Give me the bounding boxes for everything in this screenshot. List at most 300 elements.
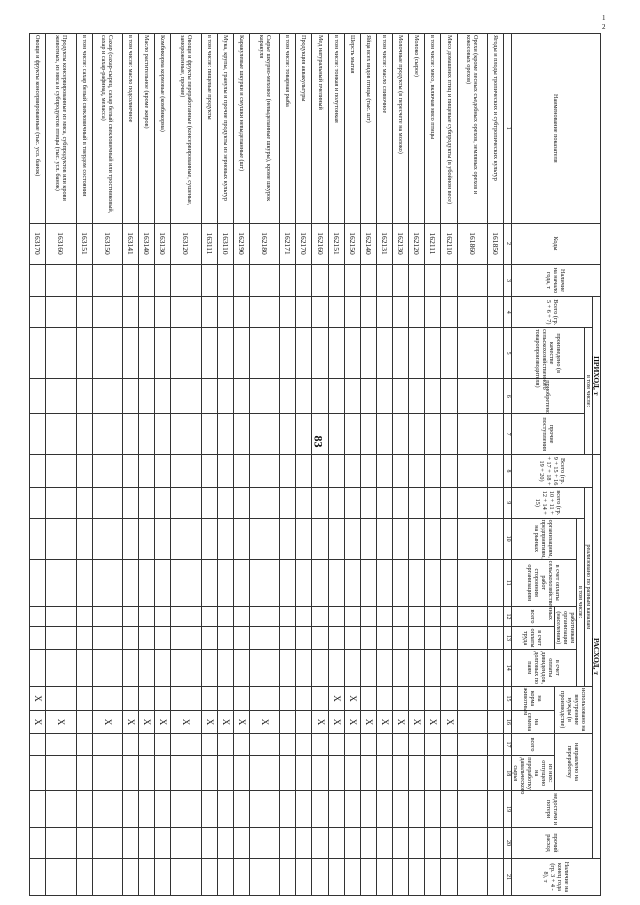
- empty-cell: [92, 791, 122, 828]
- empty-cell: [201, 559, 217, 606]
- empty-cell: [123, 559, 139, 606]
- empty-cell: [217, 791, 233, 828]
- empty-cell: [171, 686, 201, 711]
- empty-cell: [409, 606, 425, 626]
- empty-cell: [441, 828, 457, 859]
- empty-cell: [76, 559, 92, 606]
- empty-cell: [171, 518, 201, 559]
- empty-cell: [92, 487, 122, 518]
- empty-cell: [171, 756, 201, 791]
- empty-cell: [377, 518, 393, 559]
- row-code: 162190: [233, 223, 249, 264]
- empty-cell: [233, 414, 249, 455]
- table-row: [250, 34, 280, 896]
- column-number: 2: [504, 223, 512, 264]
- empty-cell: [425, 627, 441, 650]
- empty-cell: [155, 264, 171, 297]
- empty-cell: [393, 518, 409, 559]
- empty-cell: [344, 627, 360, 650]
- empty-cell: [30, 379, 46, 414]
- column-number: 13: [504, 627, 512, 650]
- not-applicable-mark: X: [171, 711, 201, 734]
- row-code: 162131: [377, 223, 393, 264]
- empty-cell: [487, 379, 503, 414]
- empty-cell: [425, 649, 441, 686]
- empty-cell: [250, 328, 280, 379]
- corner-mark: 1: [602, 14, 606, 22]
- empty-cell: [233, 297, 249, 328]
- empty-cell: [457, 733, 487, 756]
- empty-cell: [280, 858, 296, 895]
- empty-cell: [377, 733, 393, 756]
- empty-cell: [250, 264, 280, 297]
- empty-cell: [233, 649, 249, 686]
- header-sold-in-that-number: в том числе:: [577, 518, 585, 686]
- empty-cell: [457, 649, 487, 686]
- empty-cell: [123, 487, 139, 518]
- empty-cell: [409, 328, 425, 379]
- table-header: [504, 34, 601, 896]
- row-name: Овощи и фрукты консервированные (тыс. усл. банок): [30, 34, 46, 224]
- empty-cell: [312, 627, 328, 650]
- empty-cell: [457, 559, 487, 606]
- empty-cell: [425, 686, 441, 711]
- empty-cell: [30, 487, 46, 518]
- empty-cell: [139, 828, 155, 859]
- empty-cell: [201, 455, 217, 488]
- empty-cell: [441, 328, 457, 379]
- empty-cell: [487, 606, 503, 626]
- empty-cell: [328, 487, 344, 518]
- empty-cell: [393, 487, 409, 518]
- empty-cell: [171, 379, 201, 414]
- table-row: [46, 34, 76, 896]
- header-expense-total: Всего (гр. 9 + 15 + 16 + 17 + 18 + 19 + 20): [512, 455, 593, 488]
- empty-cell: [139, 627, 155, 650]
- empty-cell: [377, 686, 393, 711]
- empty-cell: [425, 297, 441, 328]
- row-code: 162170: [296, 223, 312, 264]
- empty-cell: [139, 264, 155, 297]
- empty-cell: [377, 791, 393, 828]
- header-in-that-number: в том числе:: [585, 328, 593, 455]
- empty-cell: [328, 328, 344, 379]
- empty-cell: [487, 756, 503, 791]
- row-name: Овощи и фрукты переработанные (консервированные, сушеные, замороженные, прочие): [171, 34, 201, 224]
- empty-cell: [201, 858, 217, 895]
- not-applicable-mark: X: [409, 711, 425, 734]
- empty-cell: [312, 379, 328, 414]
- header-processing-total: всего: [512, 733, 555, 756]
- empty-cell: [139, 858, 155, 895]
- empty-cell: [344, 791, 360, 828]
- empty-cell: [76, 487, 92, 518]
- empty-cell: [250, 606, 280, 626]
- empty-cell: [393, 756, 409, 791]
- empty-cell: [280, 606, 296, 626]
- row-name: Продукция аквакультуры: [296, 34, 312, 224]
- empty-cell: [92, 559, 122, 606]
- empty-cell: [46, 686, 76, 711]
- empty-cell: [487, 518, 503, 559]
- header-name: Наименование показателя: [512, 34, 601, 224]
- empty-cell: [487, 649, 503, 686]
- empty-cell: [171, 649, 201, 686]
- row-name: Молочные продукты (в пересчете на молоко): [393, 34, 409, 224]
- empty-cell: [457, 828, 487, 859]
- empty-cell: [233, 559, 249, 606]
- empty-cell: [344, 455, 360, 488]
- not-applicable-mark: X: [425, 711, 441, 734]
- empty-cell: [171, 791, 201, 828]
- header-code: Коды: [512, 223, 601, 264]
- empty-cell: [328, 756, 344, 791]
- row-code: 161850: [487, 223, 503, 264]
- not-applicable-mark: X: [30, 686, 46, 711]
- empty-cell: [217, 686, 233, 711]
- empty-cell: [441, 686, 457, 711]
- empty-cell: [296, 455, 312, 488]
- empty-cell: [250, 414, 280, 455]
- empty-cell: [409, 686, 425, 711]
- empty-cell: [92, 686, 122, 711]
- header-workers-total: всего: [512, 606, 555, 626]
- empty-cell: [296, 518, 312, 559]
- empty-cell: [217, 328, 233, 379]
- column-number: 9: [504, 487, 512, 518]
- empty-cell: [123, 518, 139, 559]
- empty-cell: [328, 414, 344, 455]
- empty-cell: [425, 559, 441, 606]
- row-name: Молоко (сырое): [409, 34, 425, 224]
- empty-cell: [312, 791, 328, 828]
- empty-cell: [201, 756, 217, 791]
- empty-cell: [30, 649, 46, 686]
- empty-cell: [92, 756, 122, 791]
- row-name: в том числе: пищевые продукты: [201, 34, 217, 224]
- empty-cell: [217, 297, 233, 328]
- empty-cell: [487, 487, 503, 518]
- not-applicable-mark: X: [250, 711, 280, 734]
- column-number: 18: [504, 756, 512, 791]
- empty-cell: [425, 518, 441, 559]
- empty-cell: [201, 264, 217, 297]
- empty-cell: [296, 379, 312, 414]
- empty-cell: [201, 627, 217, 650]
- empty-cell: [92, 733, 122, 756]
- empty-cell: [425, 264, 441, 297]
- empty-cell: [360, 791, 376, 828]
- table-body: [30, 34, 504, 896]
- empty-cell: [250, 379, 280, 414]
- empty-cell: [217, 455, 233, 488]
- empty-cell: [393, 264, 409, 297]
- row-name: в том числе: товарная рыба: [280, 34, 296, 224]
- empty-cell: [360, 414, 376, 455]
- empty-cell: [328, 297, 344, 328]
- header-pay-labor: в счет оплаты труда: [512, 627, 555, 650]
- empty-cell: [201, 328, 217, 379]
- row-name: в том числе: масло подсолнечное: [123, 34, 139, 224]
- header-purchased: приобретено: [512, 379, 585, 414]
- empty-cell: [457, 455, 487, 488]
- empty-cell: [201, 828, 217, 859]
- table-row: [76, 34, 92, 896]
- empty-cell: [393, 858, 409, 895]
- empty-cell: [425, 379, 441, 414]
- table-row: [201, 34, 217, 896]
- row-name: Мясо домашних птиц и пищевые субпродукты (в убойном весе): [441, 34, 457, 224]
- table-row: [296, 34, 312, 896]
- table-row: [425, 34, 441, 896]
- empty-cell: [487, 828, 503, 859]
- page-number: 83: [311, 435, 326, 448]
- empty-cell: [328, 627, 344, 650]
- empty-cell: [217, 379, 233, 414]
- empty-cell: [30, 627, 46, 650]
- empty-cell: [76, 606, 92, 626]
- column-number: 4: [504, 297, 512, 328]
- empty-cell: [393, 328, 409, 379]
- row-name: Каракулевые шкурки и смушки невыделанные (шт): [233, 34, 249, 224]
- empty-cell: [457, 328, 487, 379]
- empty-cell: [377, 264, 393, 297]
- empty-cell: [171, 297, 201, 328]
- column-number: 20: [504, 828, 512, 859]
- empty-cell: [425, 756, 441, 791]
- empty-cell: [233, 455, 249, 488]
- empty-cell: [139, 518, 155, 559]
- empty-cell: [360, 455, 376, 488]
- empty-cell: [312, 455, 328, 488]
- empty-cell: [360, 686, 376, 711]
- empty-cell: [457, 379, 487, 414]
- empty-cell: [425, 858, 441, 895]
- not-applicable-mark: X: [441, 711, 457, 734]
- table-row: [312, 34, 328, 896]
- empty-cell: [233, 627, 249, 650]
- column-number: 21: [504, 858, 512, 895]
- header-sold-total: всего (гр. 10 + 11 + 12 + 14 + 15): [512, 487, 585, 518]
- row-name: Ягоды и плоды тропических и субтропических культур: [487, 34, 503, 224]
- header-sold: реализовано по разным каналам: [585, 487, 593, 686]
- empty-cell: [233, 686, 249, 711]
- empty-cell: [30, 791, 46, 828]
- empty-cell: [344, 487, 360, 518]
- empty-cell: [344, 264, 360, 297]
- empty-cell: [171, 455, 201, 488]
- empty-cell: [171, 487, 201, 518]
- empty-cell: [233, 606, 249, 626]
- row-code: 163141: [123, 223, 139, 264]
- empty-cell: [393, 455, 409, 488]
- empty-cell: [139, 686, 155, 711]
- empty-cell: [92, 297, 122, 328]
- header-internal: использовано на внутренние нужды (в производстве): [555, 686, 593, 733]
- empty-cell: [30, 328, 46, 379]
- row-code: 163160: [46, 223, 76, 264]
- empty-cell: [201, 379, 217, 414]
- empty-cell: [92, 606, 122, 626]
- row-code: 162140: [360, 223, 376, 264]
- empty-cell: [409, 858, 425, 895]
- empty-cell: [155, 686, 171, 711]
- empty-cell: [360, 264, 376, 297]
- table-row: [344, 34, 360, 896]
- table-row: [280, 34, 296, 896]
- empty-cell: [441, 858, 457, 895]
- empty-cell: [92, 858, 122, 895]
- empty-cell: [312, 686, 328, 711]
- empty-cell: [312, 518, 328, 559]
- empty-cell: [46, 487, 76, 518]
- row-code: 162171: [280, 223, 296, 264]
- empty-cell: [30, 455, 46, 488]
- empty-cell: [360, 487, 376, 518]
- empty-cell: [393, 379, 409, 414]
- empty-cell: [46, 264, 76, 297]
- header-own-raw: из них: отпущено на переработку давальческого сырья: [512, 757, 554, 795]
- empty-cell: [92, 379, 122, 414]
- empty-cell: [123, 791, 139, 828]
- empty-cell: [171, 627, 201, 650]
- empty-cell: [139, 297, 155, 328]
- empty-cell: [409, 518, 425, 559]
- empty-cell: [280, 297, 296, 328]
- empty-cell: [360, 733, 376, 756]
- empty-cell: [425, 328, 441, 379]
- table-row: [155, 34, 171, 896]
- empty-cell: [377, 858, 393, 895]
- table-row: [217, 34, 233, 896]
- empty-cell: [312, 828, 328, 859]
- empty-cell: [393, 414, 409, 455]
- empty-cell: [250, 487, 280, 518]
- empty-cell: [233, 379, 249, 414]
- empty-cell: [201, 733, 217, 756]
- empty-cell: [280, 828, 296, 859]
- empty-cell: [377, 627, 393, 650]
- not-applicable-mark: X: [139, 711, 155, 734]
- empty-cell: [409, 733, 425, 756]
- empty-cell: [312, 264, 328, 297]
- empty-cell: [92, 627, 122, 650]
- empty-cell: [377, 756, 393, 791]
- header-seeds: на семена: [512, 711, 555, 734]
- empty-cell: [250, 297, 280, 328]
- empty-cell: [409, 487, 425, 518]
- table-row: [393, 34, 409, 896]
- empty-cell: [30, 858, 46, 895]
- empty-cell: [123, 328, 139, 379]
- empty-cell: [139, 606, 155, 626]
- row-name: в том числе: сахар белый свекловичный в твердом состоянии: [76, 34, 92, 224]
- table-row: [487, 34, 503, 896]
- row-code: 162110: [441, 223, 457, 264]
- empty-cell: [487, 627, 503, 650]
- row-name: Шерсть мытая: [344, 34, 360, 224]
- empty-cell: [201, 487, 217, 518]
- empty-cell: [155, 455, 171, 488]
- empty-cell: [441, 606, 457, 626]
- empty-cell: [280, 733, 296, 756]
- column-number: 10: [504, 518, 512, 559]
- column-number: 17: [504, 733, 512, 756]
- empty-cell: [217, 487, 233, 518]
- empty-cell: [296, 791, 312, 828]
- empty-cell: [155, 487, 171, 518]
- row-name: в том числе: тонкая и полутонкая: [328, 34, 344, 224]
- empty-cell: [425, 828, 441, 859]
- empty-cell: [457, 756, 487, 791]
- empty-cell: [296, 559, 312, 606]
- empty-cell: [409, 414, 425, 455]
- empty-cell: [171, 828, 201, 859]
- empty-cell: [30, 264, 46, 297]
- empty-cell: [123, 379, 139, 414]
- empty-cell: [296, 649, 312, 686]
- row-code: 163110: [217, 223, 233, 264]
- empty-cell: [250, 455, 280, 488]
- header-row: [593, 34, 601, 896]
- empty-cell: [171, 328, 201, 379]
- empty-cell: [233, 791, 249, 828]
- empty-cell: [328, 828, 344, 859]
- empty-cell: [30, 828, 46, 859]
- empty-cell: [201, 414, 217, 455]
- empty-cell: [139, 756, 155, 791]
- row-name: Сырье шкурно-меховое (невыделанные шкуры), кроме шкурок каракуля: [250, 34, 280, 224]
- empty-cell: [377, 414, 393, 455]
- empty-cell: [155, 791, 171, 828]
- empty-cell: [344, 733, 360, 756]
- empty-cell: [201, 791, 217, 828]
- empty-cell: [30, 518, 46, 559]
- empty-cell: [457, 264, 487, 297]
- empty-cell: [425, 733, 441, 756]
- empty-cell: [441, 649, 457, 686]
- empty-cell: [76, 733, 92, 756]
- empty-cell: [76, 686, 92, 711]
- empty-cell: [425, 414, 441, 455]
- empty-cell: [328, 606, 344, 626]
- row-name: Орехи (кроме лесных съедобных орехов, земляных орехов и кокосовых орехов): [457, 34, 487, 224]
- not-applicable-mark: X: [344, 711, 360, 734]
- empty-cell: [155, 518, 171, 559]
- empty-cell: [280, 379, 296, 414]
- empty-cell: [409, 649, 425, 686]
- empty-cell: [139, 791, 155, 828]
- empty-cell: [328, 791, 344, 828]
- empty-cell: [155, 649, 171, 686]
- empty-cell: [139, 455, 155, 488]
- empty-cell: [250, 627, 280, 650]
- empty-cell: [360, 379, 376, 414]
- empty-cell: [296, 756, 312, 791]
- empty-cell: [46, 518, 76, 559]
- empty-cell: [409, 559, 425, 606]
- empty-cell: [487, 414, 503, 455]
- empty-cell: [344, 828, 360, 859]
- empty-cell: [457, 518, 487, 559]
- row-code: 162120: [409, 223, 425, 264]
- empty-cell: [46, 756, 76, 791]
- empty-cell: [123, 297, 139, 328]
- empty-cell: [280, 711, 296, 734]
- empty-cell: [123, 858, 139, 895]
- empty-cell: [76, 858, 92, 895]
- row-code: 162151: [328, 223, 344, 264]
